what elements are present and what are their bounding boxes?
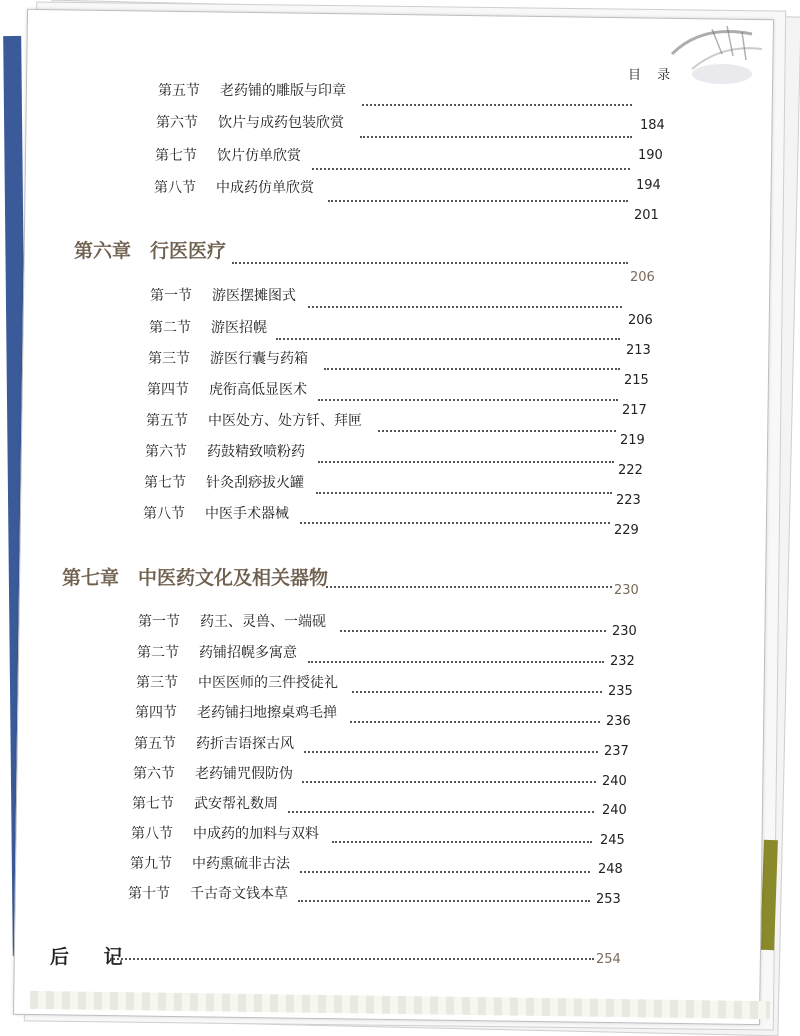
leader-dots [332,841,592,843]
page-number: 254 [596,952,621,967]
leader-dots [110,958,594,960]
leader-dots [300,871,590,873]
section-title: 药王、灵兽、一端砚 [200,614,326,630]
page-number: 248 [598,862,623,877]
leader-dots [288,811,594,813]
section-title: 药铺招幌多寓意 [199,645,297,661]
page-number: 230 [614,583,639,598]
section-title: 游医摆摊图式 [212,288,296,304]
section-title: 中成药的加料与双料 [193,826,319,842]
page-number: 201 [634,208,659,223]
page-number: 190 [638,148,663,163]
leader-dots [298,900,590,902]
leader-dots [318,399,618,401]
section-number: 第五节 [158,83,200,99]
section-number: 第八节 [131,826,173,842]
section-number: 第四节 [147,382,189,398]
leader-dots [350,721,600,723]
leader-dots [378,430,616,432]
page-number: 206 [630,270,655,285]
page-number: 235 [608,684,633,699]
leader-dots [302,781,596,783]
section-number: 第七节 [155,148,197,164]
page-header-title: 目 录 [628,68,677,83]
section-number: 第二节 [149,320,191,336]
leader-dots [276,338,620,340]
page-number: 236 [606,714,631,729]
leader-dots [340,630,606,632]
page-number: 194 [636,178,661,193]
leader-dots [352,691,602,693]
section-number: 第一节 [150,288,192,304]
section-title: 中医处方、处方钎、拜匣 [208,413,362,429]
section-title: 饮片与成药包装欣赏 [218,115,344,131]
leader-dots [316,492,612,494]
section-number: 第五节 [146,413,188,429]
leader-dots [232,262,628,264]
page-number: 240 [602,803,627,818]
leader-dots [326,586,612,588]
section-title: 老药铺的雕版与印章 [220,83,346,99]
section-number: 第六节 [145,444,187,460]
section-title: 针灸刮痧拔火罐 [206,475,304,491]
section-number: 第八节 [154,180,196,196]
section-number: 第六节 [133,766,175,782]
section-number: 第七节 [144,475,186,491]
page-number: 232 [610,654,635,669]
page-number: 213 [626,343,651,358]
leader-dots [318,461,614,463]
chapter-title: 行医医疗 [150,240,227,262]
section-number: 第九节 [130,856,172,872]
section-number: 第四节 [135,705,177,721]
section-number: 第一节 [138,614,180,630]
leader-dots [362,104,632,106]
section-title: 药折吉语探古风 [196,736,294,752]
page-number: 240 [602,774,627,789]
page-number: 206 [628,313,653,328]
ink-brush-decoration [662,14,772,94]
leader-dots [304,751,598,753]
section-number: 第三节 [148,351,190,367]
section-title: 中成药仿单欣赏 [216,180,314,196]
section-title: 千古奇文钱本草 [190,886,288,902]
section-title: 老药铺扫地擦桌鸡毛掸 [197,705,337,721]
page-number: 219 [620,433,645,448]
section-number: 第二节 [137,645,179,661]
section-title: 游医行囊与药箱 [210,351,308,367]
page-number: 230 [612,624,637,639]
page-number: 223 [616,493,641,508]
section-number: 第十节 [128,886,170,902]
leader-dots [312,168,630,170]
leader-dots [328,200,628,202]
section-title: 武安帮礼数周 [194,796,278,812]
section-number: 第五节 [134,736,176,752]
page-number: 253 [596,892,621,907]
leader-dots [308,306,622,308]
section-number: 第三节 [136,675,178,691]
page-number: 217 [622,403,647,418]
section-title: 药鼓精致喷粉药 [207,444,305,460]
page-number: 184 [640,118,665,133]
page-number: 222 [618,463,643,478]
leader-dots [360,136,632,138]
leader-dots [308,661,604,663]
section-title: 中医医师的三件授徒礼 [198,675,338,691]
leader-dots [324,368,620,370]
afterword-title: 后 记 [50,946,137,968]
page-number: 245 [600,833,625,848]
chapter-title: 中医药文化及相关器物 [138,567,329,589]
section-title: 虎衔高低显医术 [209,382,307,398]
section-title: 中药熏硫非古法 [192,856,290,872]
page-number: 229 [614,523,639,538]
chapter-number: 第六章 [74,240,132,262]
section-title: 老药铺咒假防伪 [195,766,293,782]
section-number: 第六节 [156,115,198,131]
section-title: 游医招幌 [211,320,267,336]
leader-dots [300,522,610,524]
section-number: 第八节 [143,506,185,522]
section-number: 第七节 [132,796,174,812]
page-number: 237 [604,744,629,759]
section-title: 中医手术器械 [205,506,289,522]
page-number: 215 [624,373,649,388]
section-title: 饮片仿单欣赏 [217,148,301,164]
chapter-number: 第七章 [62,567,120,589]
